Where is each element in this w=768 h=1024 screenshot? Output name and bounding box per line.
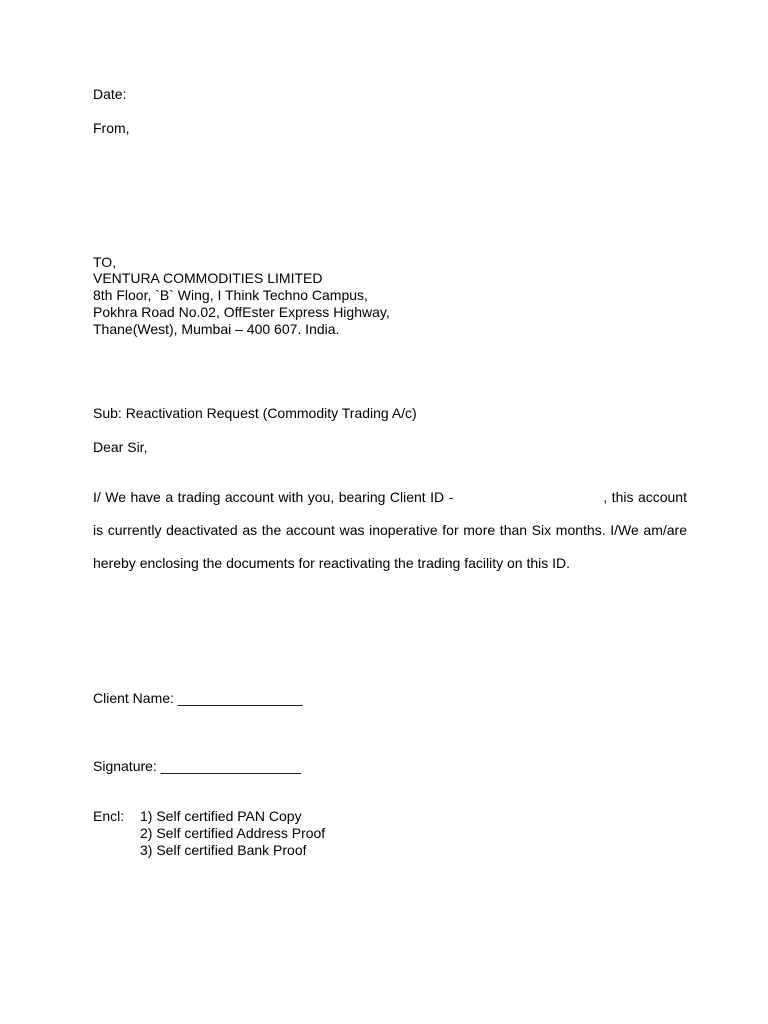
body-text-part1: I/ We have a trading account with you, bearing Client ID - <box>93 489 454 505</box>
recipient-address-line1: 8th Floor, `B` Wing, I Think Techno Campus, <box>93 287 368 303</box>
signature-field: Signature: __________________ <box>93 758 301 774</box>
enclosures-label: Encl: <box>93 808 125 824</box>
recipient-address-line3: Thane(West), Mumbai – 400 607. India. <box>93 321 340 337</box>
from-label: From, <box>93 120 130 136</box>
date-label: Date: <box>93 86 127 102</box>
body-paragraph <box>93 481 687 580</box>
recipient-address-line2: Pokhra Road No.02, OffEster Express Highway, <box>93 304 390 320</box>
enclosure-item: 3) Self certified Bank Proof <box>140 842 307 858</box>
subject-line: Sub: Reactivation Request (Commodity Trading A/c) <box>93 405 417 421</box>
salutation: Dear Sir, <box>93 439 148 455</box>
client-name-field: Client Name: ________________ <box>93 690 303 706</box>
body-text-part2: , this account is currently deactivated as the account was inoperative for more than Six months. I/We am/are hereby enclosing the documents for reactivating the trading facility on this ID. <box>93 489 687 571</box>
enclosure-item: 2) Self certified Address Proof <box>140 825 326 841</box>
to-label: TO, <box>93 254 117 270</box>
recipient-company: VENTURA COMMODITIES LIMITED <box>93 270 323 286</box>
enclosures-list <box>140 808 325 859</box>
enclosure-item: 1) Self certified PAN Copy <box>140 808 302 824</box>
